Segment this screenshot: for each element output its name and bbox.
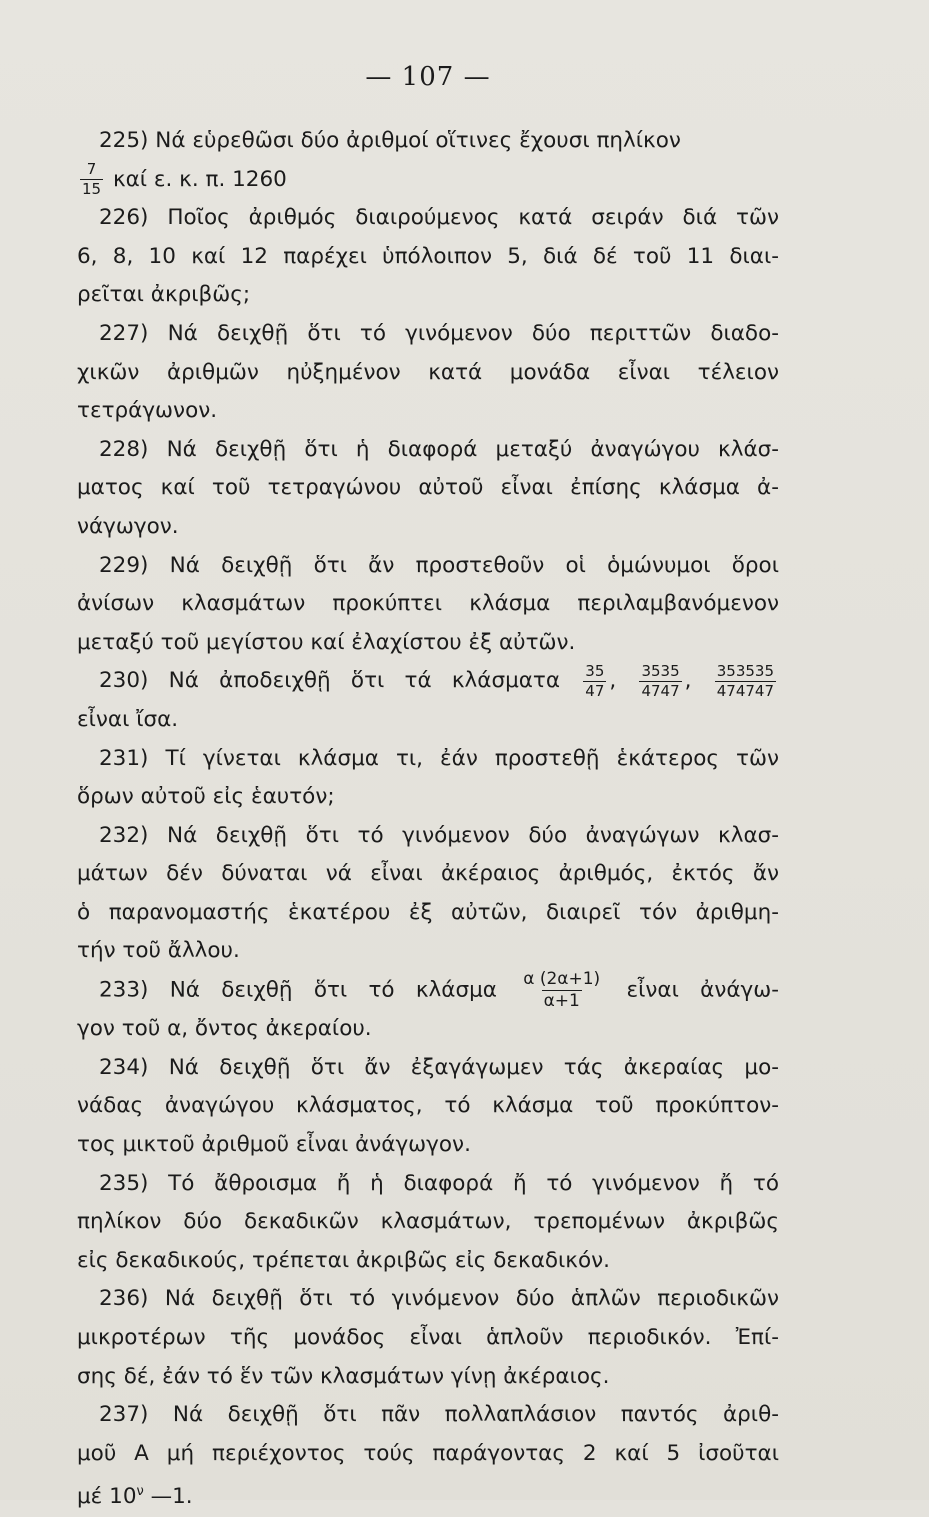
fraction-denominator: α+1 <box>543 991 580 1012</box>
problem-line: 227) Νά δειχθῇ ὅτι τό γινόμενον δύο περιττῶν διαδο- <box>99 320 779 346</box>
problem-line: 226) Ποῖος ἀριθμός διαιρούμενος κατά σειράν διά τῶν <box>99 205 779 231</box>
problem-line: ὅρων αὐτοῦ εἰς ἑαυτόν; <box>77 784 335 810</box>
problem-line <box>77 161 779 200</box>
fraction-denominator: 4747 <box>641 681 680 700</box>
fraction-numerator: 3535 <box>641 661 680 680</box>
fraction-denominator: 474747 <box>716 681 774 700</box>
problem-line <box>99 971 779 1010</box>
problem-line: 234) Νά δειχθῇ ὅτι ἄν ἐξαγάγωμεν τάς ἀκεραίας μο- <box>99 1054 779 1080</box>
fraction <box>715 661 776 700</box>
problem-line: ματος καί τοῦ τετραγώνου αὐτοῦ εἶναι ἐπίσης κλάσμα ἀ- <box>77 475 779 501</box>
problem-line: ἀνίσων κλασμάτων προκύπτει κλάσμα περιλαμβανόμενον <box>77 591 779 617</box>
problem-225 <box>82 122 779 199</box>
problem-text: μέ 10 <box>77 1484 137 1510</box>
problem-237 <box>77 1396 779 1517</box>
problem-line: τήν τοῦ ἄλλου. <box>77 938 240 964</box>
superscript: ν <box>136 1484 144 1500</box>
problem-227 <box>77 315 779 431</box>
problem-text: 233) Νά δειχθῇ ὅτι τό κλάσμα <box>99 977 497 1003</box>
fraction-numerator: α (2α+1) <box>523 969 601 990</box>
problem-232 <box>77 817 779 971</box>
fraction <box>583 661 606 700</box>
problem-text: εἶναι ἀνάγω- <box>626 977 779 1003</box>
problem-line: 237) Νά δειχθῇ ὅτι πᾶν πολλαπλάσιον παντός ἀριθ- <box>99 1402 779 1428</box>
problem-line <box>77 1473 779 1517</box>
problem-line: εἰς δεκαδικούς, τρέπεται ἀκριβῶς εἰς δεκαδικόν. <box>77 1247 610 1273</box>
problem-line: χικῶν ἀριθμῶν ηὐξημένον κατά μονάδα εἶναι τέλειον <box>77 359 779 385</box>
problem-line: 225) Νά εὑρεθῶσι δύο ἀριθμοί οἵτινες ἔχουσι πηλίκον <box>99 128 681 153</box>
problem-line: τος μικτοῦ ἀριθμοῦ εἶναι ἀνάγωγον. <box>77 1131 471 1157</box>
problem-line: εἶναι ἴσα. <box>77 706 179 732</box>
fraction <box>639 661 681 700</box>
problem-list <box>77 122 779 1517</box>
problem-line: 236) Νά δειχθῇ ὅτι τό γινόμενον δύο ἁπλῶν περιοδικῶν <box>99 1286 779 1312</box>
problem-line: 235) Τό ἄθροισμα ἤ ἡ διαφορά ἤ τό γινόμενον ἤ τό <box>99 1170 779 1196</box>
fraction-numerator: 353535 <box>716 661 774 680</box>
problem-line: μικροτέρων τῆς μονάδος εἶναι ἁπλοῦν περιοδικόν. Ἐπί- <box>77 1324 779 1350</box>
fraction-numerator: 7 <box>86 160 97 179</box>
problem-line: μεταξύ τοῦ μεγίστου καί ἐλαχίστου ἐξ αὐτῶν. <box>77 629 576 655</box>
problem-line: νάδας ἀναγώγου κλάσματος, τό κλάσμα τοῦ προκύπτον- <box>77 1093 779 1119</box>
problem-line: 231) Τί γίνεται κλάσμα τι, ἐάν προστεθῇ ἑκάτερος τῶν <box>99 745 779 771</box>
problem-line: 228) Νά δειχθῇ ὅτι ἡ διαφορά μεταξύ ἀναγώγου κλάσ- <box>99 436 779 462</box>
problem-line: 6, 8, 10 καί 12 παρέχει ὑπόλοιπον 5, διά δέ τοῦ 11 διαι- <box>77 243 779 269</box>
problem-text: —1. <box>143 1484 193 1510</box>
problem-line: σης δέ, ἐάν τό ἕν τῶν κλασμάτων γίνῃ ἀκέραιος. <box>77 1363 610 1389</box>
problem-line: μοῦ Α μή περιέχοντος τούς παράγοντας 2 καί 5 ἰσοῦται <box>77 1440 779 1466</box>
fraction-numerator: 35 <box>585 661 605 680</box>
problem-231 <box>77 740 779 817</box>
problem-line: ρεῖται ἀκριβῶς; <box>77 282 251 308</box>
problem-line: μάτων δέν δύναται νά εἶναι ἀκέραιος ἀριθμός, ἐκτός ἄν <box>77 861 779 887</box>
problem-line: 229) Νά δειχθῇ ὅτι ἄν προστεθοῦν οἱ ὁμώνυμοι ὅροι <box>99 552 779 578</box>
problem-234 <box>77 1049 779 1165</box>
problem-235 <box>77 1165 779 1281</box>
problem-line: γον τοῦ α, ὄντος ἀκεραίου. <box>77 1016 372 1042</box>
problem-line: 232) Νά δειχθῇ ὅτι τό γινόμενον δύο ἀναγώγων κλασ- <box>99 822 779 848</box>
problem-line: 230) Νά ἀποδειχθῇ ὅτι τά κλάσματα $\frac{35}{47}$ , $\frac{3535}{4747}$ , $\frac{353535}{474747}$ <box>99 661 774 700</box>
problem-236 <box>77 1280 779 1396</box>
problem-line: νάγωγον. <box>77 513 179 539</box>
problem-line: ὁ παρανομαστής ἑκατέρου ἐξ αὐτῶν, διαιρεῖ τόν ἀριθμη- <box>77 899 779 925</box>
fraction-denominator: 47 <box>585 681 605 700</box>
fraction <box>521 971 602 1010</box>
page-number: — 107 — <box>365 62 491 92</box>
fraction <box>80 162 103 197</box>
problem-229 <box>77 547 779 663</box>
problem-233 <box>77 969 779 1049</box>
problem-228 <box>77 431 779 547</box>
problem-230 <box>77 661 779 739</box>
fraction-denominator: 15 <box>82 180 102 199</box>
problem-text: 230) Νά ἀποδειχθῇ ὅτι τά κλάσματα <box>99 668 561 694</box>
problem-text: καί ε. κ. π. 1260 <box>112 166 287 192</box>
problem-line: τετράγωνον. <box>77 398 218 424</box>
problem-226 <box>77 199 779 315</box>
problem-line: πηλίκον δύο δεκαδικῶν κλασμάτων, τρεπομένων ἀκριβῶς <box>77 1209 779 1235</box>
